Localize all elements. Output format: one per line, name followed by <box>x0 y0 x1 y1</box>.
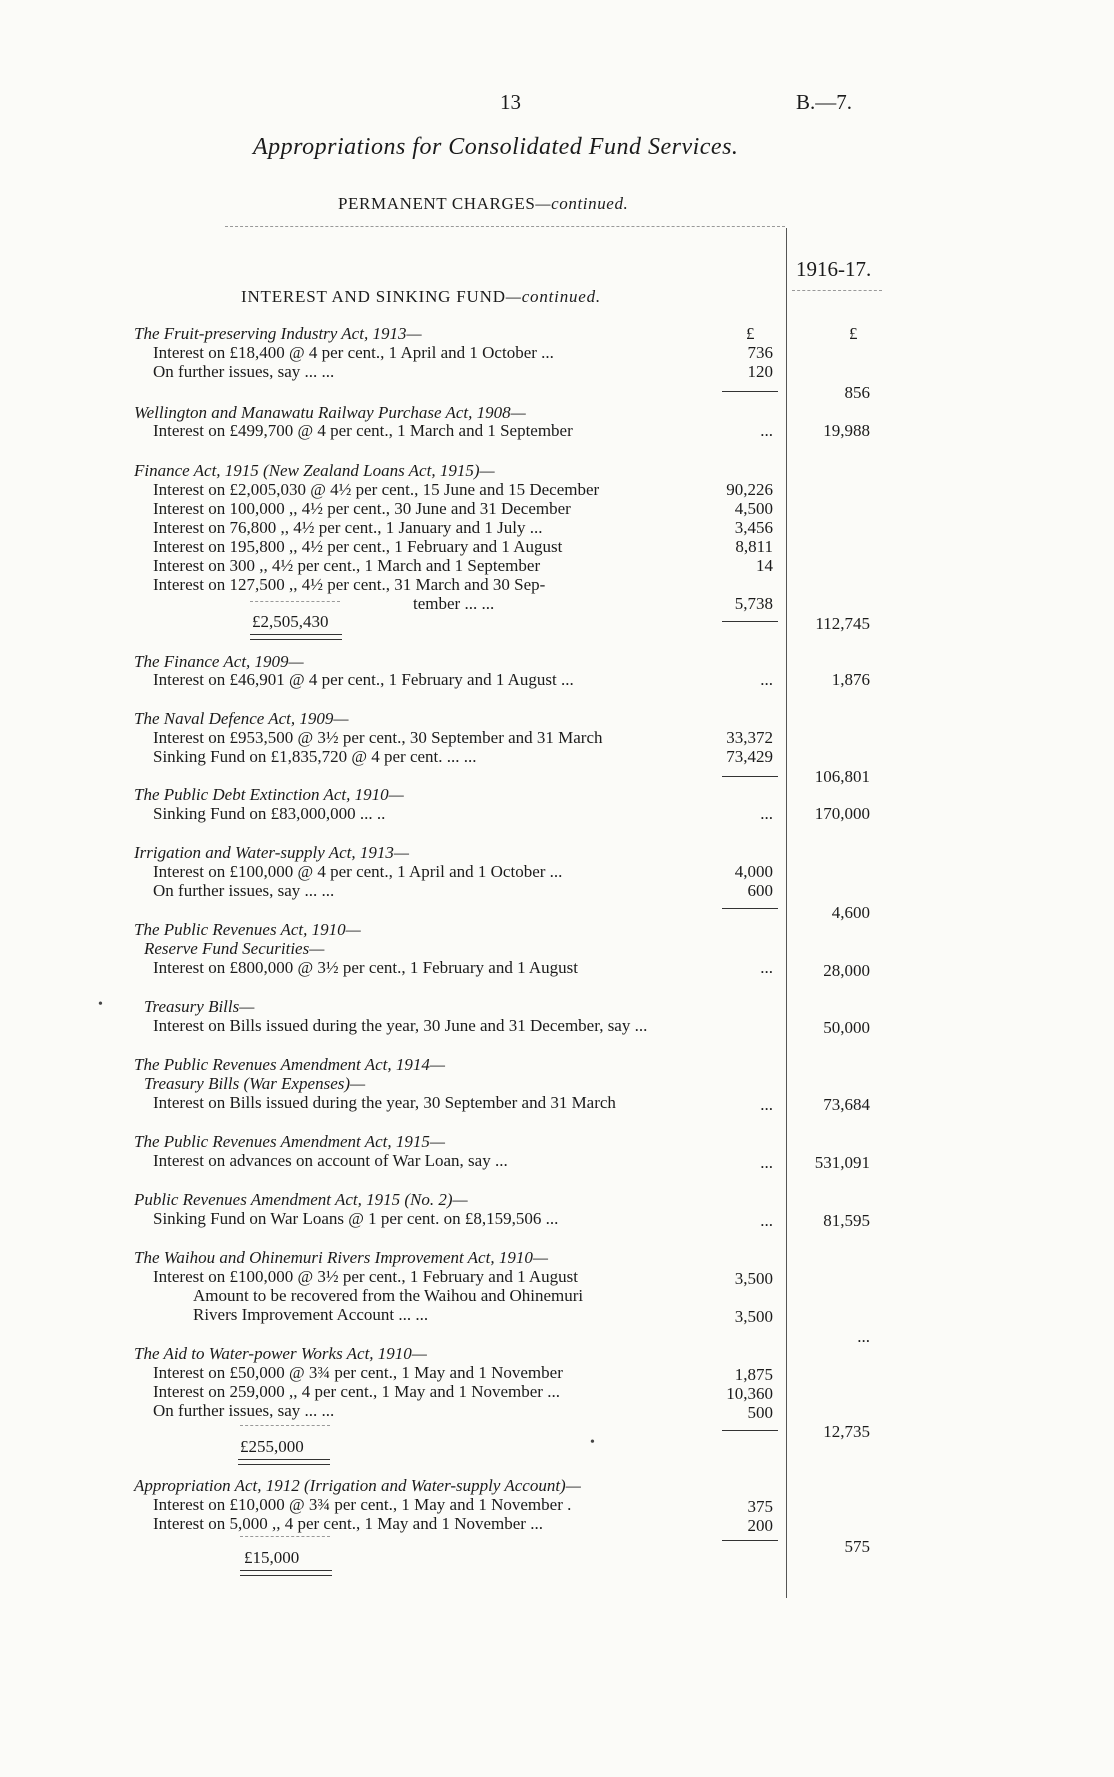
entry-line: On further issues, say ... ... <box>153 362 335 381</box>
entry-amount: 10,360 <box>726 1384 773 1403</box>
entry-line: Amount to be recovered from the Waihou and Ohinemuri <box>193 1286 584 1305</box>
section-main: INTEREST AND SINKING FUND <box>241 287 506 306</box>
entry-line: Interest on £46,901 @ 4 per cent., 1 February and 1 August ... <box>153 670 574 689</box>
entry-line: tember ... ... <box>413 594 495 613</box>
entry-amount: ... <box>760 958 773 977</box>
entry-total: 19,988 <box>823 421 870 440</box>
entry-subtotal: £2,505,430 <box>252 612 329 631</box>
entry-line: Interest on £10,000 @ 3¾ per cent., 1 May and 1 November . <box>153 1495 572 1514</box>
entry-total: 73,684 <box>823 1095 870 1114</box>
entry-amount: 3,500 <box>734 1307 773 1326</box>
entry-heading: The Fruit-preserving Industry Act, 1913— <box>134 324 422 343</box>
entry-amount: 3,500 <box>734 1269 773 1288</box>
entry-line: Interest on £2,005,030 @ 4½ per cent., 15 June and 15 December <box>153 480 600 499</box>
entry-total: 856 <box>844 383 870 402</box>
entry-total: 4,600 <box>831 903 870 922</box>
entry-heading: Finance Act, 1915 (New Zealand Loans Act, 1915)— <box>134 461 495 480</box>
subtitle-continued: —continued. <box>535 194 629 213</box>
entry-subtotal: £15,000 <box>244 1548 300 1567</box>
section-heading <box>241 287 601 307</box>
entry-total: 575 <box>844 1537 870 1556</box>
page-title: Appropriations for Consolidated Fund Services. <box>253 134 739 160</box>
year-header-rule <box>792 290 882 292</box>
entry-heading: The Waihou and Ohinemuri Rivers Improvement Act, 1910— <box>134 1248 548 1267</box>
subtitle-main: PERMANENT CHARGES <box>338 194 536 213</box>
entry-line: Interest on 127,500 ,, 4½ per cent., 31 March and 30 Sep- <box>153 575 546 594</box>
entry-heading: Appropriation Act, 1912 (Irrigation and Water-supply Account)— <box>134 1476 581 1495</box>
entry-total: 170,000 <box>814 804 870 823</box>
column-divider <box>786 228 787 1598</box>
entry-amount: 73,429 <box>726 747 773 766</box>
entry-amount: 120 <box>747 362 773 381</box>
entry-line: Interest on Bills issued during the year, 30 September and 31 March <box>153 1093 616 1112</box>
entry-line: Sinking Fund on War Loans @ 1 per cent. on £8,159,506 ... <box>153 1209 559 1228</box>
entry-subheading: Treasury Bills (War Expenses)— <box>144 1074 366 1093</box>
double-rule <box>238 1459 330 1465</box>
entry-total: 106,801 <box>814 767 870 786</box>
entry-heading: The Public Debt Extinction Act, 1910— <box>134 785 404 804</box>
entry-amount: 90,226 <box>726 480 773 499</box>
subtotal-rule <box>722 1540 778 1541</box>
entry-heading: Treasury Bills— <box>144 997 255 1016</box>
page-number: 13 <box>500 90 521 114</box>
entry-heading: The Public Revenues Act, 1910— <box>134 920 361 939</box>
entry-line: Interest on £953,500 @ 3½ per cent., 30 September and 31 March <box>153 728 603 747</box>
entry-line: Interest on £800,000 @ 3½ per cent., 1 February and 1 August <box>153 958 578 977</box>
currency-symbol-amounts: £ <box>746 324 755 343</box>
entry-amount: 3,456 <box>734 518 773 537</box>
entry-line: Interest on 5,000 ,, 4 per cent., 1 May and 1 November ... <box>153 1514 543 1533</box>
entry-line: Interest on 195,800 ,, 4½ per cent., 1 February and 1 August <box>153 537 563 556</box>
entry-total: 112,745 <box>815 614 870 633</box>
entry-amount: 736 <box>747 343 773 362</box>
entry-amount: 375 <box>747 1497 773 1516</box>
subtotal-rule <box>722 391 778 392</box>
entry-heading: Irrigation and Water-supply Act, 1913— <box>134 843 409 862</box>
entry-amount: ... <box>760 804 773 823</box>
entry-line: Interest on 76,800 ,, 4½ per cent., 1 January and 1 July ... <box>153 518 543 537</box>
entry-amount: 4,000 <box>734 862 773 881</box>
subtotal-rule <box>240 1536 330 1538</box>
entry-heading: The Naval Defence Act, 1909— <box>134 709 349 728</box>
entry-line: Interest on £100,000 @ 3½ per cent., 1 February and 1 August <box>153 1267 578 1286</box>
entry-amount: ... <box>760 421 773 440</box>
entry-heading: Wellington and Manawatu Railway Purchase Act, 1908— <box>134 403 526 422</box>
subtotal-rule <box>240 1425 330 1427</box>
entry-amount: 500 <box>747 1403 773 1422</box>
header-divider <box>225 226 785 228</box>
entry-total: 50,000 <box>823 1018 870 1037</box>
entry-amount: ... <box>760 1211 773 1230</box>
entry-total: 1,876 <box>831 670 870 689</box>
subtotal-rule <box>722 1430 778 1431</box>
entry-total: ... <box>857 1327 870 1346</box>
entry-amount: 8,811 <box>735 537 773 556</box>
year-column-header: 1916-17. <box>796 257 872 281</box>
entry-line: Interest on 300 ,, 4½ per cent., 1 March and 1 September <box>153 556 541 575</box>
entry-amount: 5,738 <box>734 594 773 613</box>
entry-line: Interest on £18,400 @ 4 per cent., 1 April and 1 October ... <box>153 343 554 362</box>
entry-amount: 14 <box>756 556 773 575</box>
entry-line: Interest on Bills issued during the year, 30 June and 31 December, say ... <box>153 1016 648 1035</box>
entry-total: 531,091 <box>814 1153 870 1172</box>
entry-line: Interest on 100,000 ,, 4½ per cent., 30 June and 31 December <box>153 499 571 518</box>
subtotal-rule <box>722 908 778 909</box>
entry-heading: Public Revenues Amendment Act, 1915 (No. 2)— <box>134 1190 468 1209</box>
entry-line: Sinking Fund on £83,000,000 ... .. <box>153 804 386 823</box>
entry-subheading: Reserve Fund Securities— <box>144 939 325 958</box>
entry-total: 28,000 <box>823 961 870 980</box>
entry-amount: 600 <box>747 881 773 900</box>
entry-heading: The Public Revenues Amendment Act, 1914— <box>134 1055 445 1074</box>
double-rule <box>240 1570 332 1576</box>
section-continued: —continued. <box>505 287 601 306</box>
entry-amount: ... <box>760 1153 773 1172</box>
margin-mark: • <box>590 1435 595 1450</box>
entry-subtotal: £255,000 <box>240 1437 304 1456</box>
entry-amount: 1,875 <box>734 1365 773 1384</box>
entry-heading: The Public Revenues Amendment Act, 1915— <box>134 1132 445 1151</box>
document-reference: B.—7. <box>796 90 853 114</box>
entry-heading: The Aid to Water-power Works Act, 1910— <box>134 1344 427 1363</box>
entry-amount: ... <box>760 670 773 689</box>
entry-total: 12,735 <box>823 1422 870 1441</box>
entry-line: On further issues, say ... ... <box>153 881 335 900</box>
entry-amount: 200 <box>747 1516 773 1535</box>
subtotal-rule <box>722 776 778 777</box>
entry-line: Rivers Improvement Account ... ... <box>193 1305 429 1324</box>
entry-line: Interest on £100,000 @ 4 per cent., 1 April and 1 October ... <box>153 862 563 881</box>
entry-amount: ... <box>760 1095 773 1114</box>
entry-heading: The Finance Act, 1909— <box>134 652 304 671</box>
entry-line: On further issues, say ... ... <box>153 1401 335 1420</box>
entry-total: 81,595 <box>823 1211 870 1230</box>
entry-line: Interest on £499,700 @ 4 per cent., 1 March and 1 September <box>153 421 573 440</box>
page-subtitle <box>338 194 628 214</box>
subtotal-rule <box>722 621 778 622</box>
double-rule <box>250 634 342 640</box>
entry-amount: 4,500 <box>734 499 773 518</box>
subtotal-rule <box>250 601 340 603</box>
entry-line: Interest on advances on account of War Loan, say ... <box>153 1151 508 1170</box>
entry-amount: 33,372 <box>726 728 773 747</box>
entry-line: Sinking Fund on £1,835,720 @ 4 per cent. ... ... <box>153 747 477 766</box>
margin-mark: • <box>98 997 103 1012</box>
currency-symbol-totals: £ <box>849 324 858 343</box>
entry-line: Interest on 259,000 ,, 4 per cent., 1 May and 1 November ... <box>153 1382 560 1401</box>
entry-line: Interest on £50,000 @ 3¾ per cent., 1 May and 1 November <box>153 1363 563 1382</box>
